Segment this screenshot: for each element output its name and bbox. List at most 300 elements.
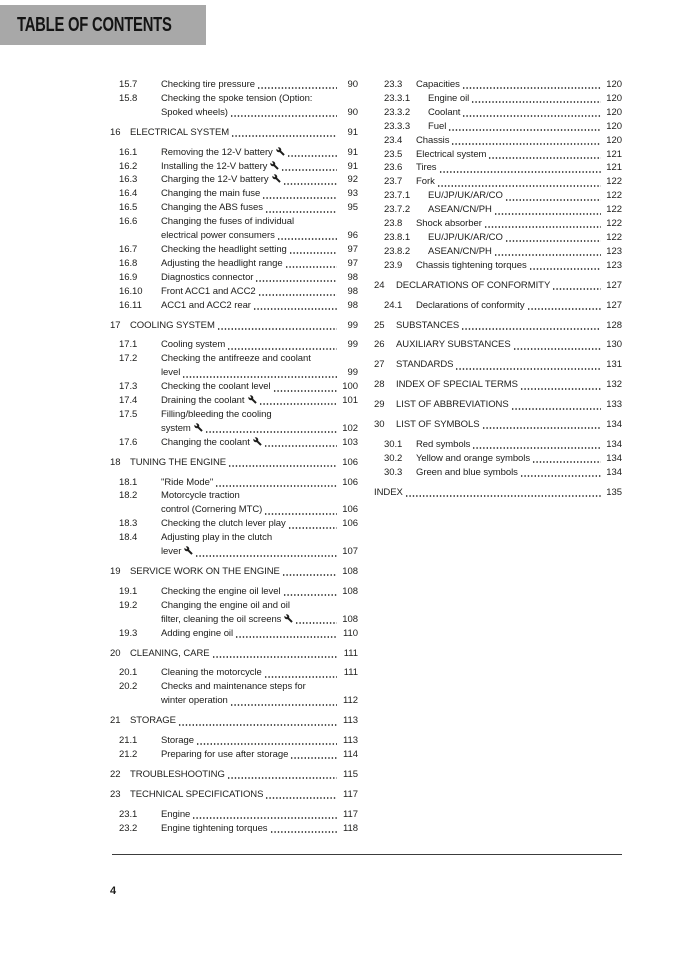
entry-page-number: 108 xyxy=(342,585,358,597)
entry-title: Checking the coolant level xyxy=(161,381,271,393)
toc-entry-29 xyxy=(374,398,622,412)
dot-leader xyxy=(235,636,337,638)
toc-entry-16.6 xyxy=(110,215,358,243)
entry-last-line xyxy=(396,338,622,352)
entry-last-line xyxy=(161,585,358,599)
toc-entry-17 xyxy=(110,319,358,333)
entry-page-number: 128 xyxy=(606,319,622,331)
dot-leader xyxy=(448,129,601,131)
entry-page-number: 98 xyxy=(347,271,358,283)
entry-title: EU/JP/UK/AR/CO xyxy=(428,231,503,243)
dot-leader xyxy=(461,328,601,330)
toc-entry-24.1 xyxy=(374,299,622,313)
entry-page-number: 108 xyxy=(342,613,358,625)
entry-last-line xyxy=(161,366,358,380)
entry-body xyxy=(161,285,358,299)
dot-leader xyxy=(230,115,337,117)
entry-number: 23.1 xyxy=(119,808,138,820)
entry-title: Shock absorber xyxy=(416,218,482,230)
wrench-icon xyxy=(248,395,257,404)
entry-number: 24 xyxy=(374,279,385,291)
entry-title: AUXILIARY SUBSTANCES xyxy=(396,339,511,351)
dot-leader xyxy=(482,427,601,429)
entry-title: Engine tightening torques xyxy=(161,822,268,834)
dot-leader xyxy=(264,676,337,678)
toc-entry-30.2 xyxy=(374,452,622,466)
entry-last-line xyxy=(416,259,622,273)
toc-entry-16.9 xyxy=(110,271,358,285)
dot-leader xyxy=(405,495,601,497)
entry-title: SERVICE WORK ON THE ENGINE xyxy=(130,566,280,577)
entry-last-line xyxy=(428,245,622,259)
toc-entry-17.1 xyxy=(110,338,358,352)
dot-leader xyxy=(283,594,338,596)
entry-last-line xyxy=(161,338,358,352)
entry-page-number: 99 xyxy=(347,319,358,331)
page-header-banner xyxy=(0,5,206,45)
entry-last-line xyxy=(161,808,358,822)
entry-title: Yellow and orange symbols xyxy=(416,452,531,464)
entry-title-line: Changing the fuses of individual xyxy=(161,216,295,228)
entry-body xyxy=(161,436,358,450)
entry-title: electrical power consumers xyxy=(161,230,275,242)
entry-title: STANDARDS xyxy=(396,359,454,371)
entry-last-line xyxy=(396,418,622,432)
entry-body xyxy=(161,748,358,762)
dot-leader xyxy=(472,447,601,449)
entry-last-line xyxy=(396,279,622,293)
entry-body xyxy=(428,106,622,120)
dot-leader xyxy=(520,388,601,390)
entry-last-line xyxy=(161,187,358,201)
entry-last-line xyxy=(416,78,622,92)
toc-entry-20.1 xyxy=(110,666,358,680)
entry-page-number: 90 xyxy=(347,106,358,118)
toc-entry-23.5 xyxy=(374,148,622,162)
dot-leader xyxy=(265,797,337,799)
entry-body xyxy=(161,599,358,627)
entry-number: 17.1 xyxy=(119,339,138,351)
entry-number: 23.3 xyxy=(384,79,403,90)
entry-number: 23.7.2 xyxy=(384,204,411,216)
toc-entry-15.8 xyxy=(110,92,358,120)
entry-page-number: 123 xyxy=(606,245,622,257)
entry-number: 21 xyxy=(110,715,121,727)
entry-number: 15.7 xyxy=(119,79,138,90)
entry-last-line xyxy=(161,201,358,215)
entry-number: 20 xyxy=(110,647,121,659)
entry-body xyxy=(130,565,358,579)
entry-title: Capacities xyxy=(416,79,460,90)
entry-last-line xyxy=(396,398,622,412)
dot-leader xyxy=(192,817,337,819)
toc-entry-18.3 xyxy=(110,517,358,531)
entry-page-number: 107 xyxy=(342,546,358,558)
dot-leader xyxy=(273,390,337,392)
entry-title: Diagnostics connector xyxy=(161,271,254,283)
entry-number: 16.9 xyxy=(119,271,138,283)
dot-leader xyxy=(505,240,601,242)
entry-title: EU/JP/UK/AR/CO xyxy=(428,190,503,202)
entry-last-line xyxy=(416,148,622,162)
entry-number: 21.1 xyxy=(119,735,138,747)
entry-title: Adding engine oil xyxy=(161,627,234,639)
dot-leader xyxy=(513,348,601,350)
entry-last-line xyxy=(374,486,622,500)
entry-page-number: 90 xyxy=(347,79,358,90)
entry-last-line xyxy=(130,565,358,579)
toc-entry-21.1 xyxy=(110,734,358,748)
dot-leader xyxy=(529,268,601,270)
entry-body xyxy=(130,768,358,782)
dot-leader xyxy=(505,199,601,201)
entry-last-line xyxy=(161,694,358,708)
entry-number: 18.4 xyxy=(119,532,138,544)
entry-number: 16.8 xyxy=(119,257,138,269)
toc-entry-23.8.2 xyxy=(374,245,622,259)
entry-last-line xyxy=(161,285,358,299)
entry-title-line: Adjusting play in the clutch xyxy=(161,532,273,544)
entry-title-line: Filling/bleeding the cooling xyxy=(161,408,272,420)
entry-number: 16.5 xyxy=(119,202,138,214)
toc-entry-16.3 xyxy=(110,173,358,187)
entry-last-line xyxy=(130,647,358,661)
entry-page-number: 106 xyxy=(342,518,358,530)
entry-number: 23.7 xyxy=(384,176,403,188)
dot-leader xyxy=(228,465,337,467)
entry-body xyxy=(161,201,358,215)
entry-last-line xyxy=(130,714,358,728)
entry-body xyxy=(416,78,622,92)
toc-entry-23.1 xyxy=(110,808,358,822)
entry-last-line xyxy=(428,189,622,203)
entry-body xyxy=(161,299,358,313)
entry-body xyxy=(416,452,622,466)
entry-title: control (Cornering MTC) xyxy=(161,504,263,516)
dot-leader xyxy=(264,513,337,515)
entry-title: TROUBLESHOOTING xyxy=(130,768,225,780)
toc-entry-16.8 xyxy=(110,257,358,271)
entry-last-line xyxy=(161,257,358,271)
toc-entry-17.5 xyxy=(110,408,358,436)
entry-last-line xyxy=(161,734,358,748)
entry-number: 20.2 xyxy=(119,681,138,693)
dot-leader xyxy=(265,211,337,213)
toc-entry-21 xyxy=(110,714,358,728)
dot-leader xyxy=(277,238,337,240)
entry-page-number: 101 xyxy=(342,395,358,407)
toc-entry-17.2 xyxy=(110,352,358,380)
toc-entry-23.9 xyxy=(374,259,622,273)
entry-title: Tires xyxy=(416,162,437,174)
toc-entry-16.1 xyxy=(110,146,358,160)
entry-title: Checking the engine oil level xyxy=(161,585,281,597)
entry-body xyxy=(428,203,622,217)
entry-page-number: 111 xyxy=(343,667,358,679)
dot-leader xyxy=(264,445,337,447)
entry-body xyxy=(161,489,358,517)
entry-number: 23.8 xyxy=(384,218,403,230)
toc-entry-20.2 xyxy=(110,680,358,708)
entry-page-number: 92 xyxy=(347,174,358,186)
entry-number: 19.3 xyxy=(119,627,138,639)
entry-title: winter operation xyxy=(161,695,228,707)
entry-body xyxy=(130,714,358,728)
wrench-icon xyxy=(270,161,279,170)
entry-title: Coolant xyxy=(428,106,461,118)
entry-title: lever xyxy=(161,545,193,559)
entry-body xyxy=(416,161,622,175)
dot-leader xyxy=(290,757,337,759)
entry-page-number: 108 xyxy=(342,566,358,577)
entry-number: 23.9 xyxy=(384,259,403,271)
entry-number: 17.6 xyxy=(119,436,138,448)
dot-leader xyxy=(195,555,337,557)
entry-last-line xyxy=(130,768,358,782)
entry-page-number: 103 xyxy=(342,436,358,448)
entry-last-line xyxy=(161,503,358,517)
entry-number: 18.1 xyxy=(119,476,138,488)
entry-page-number: 122 xyxy=(606,204,622,216)
entry-title: Checking the clutch lever play xyxy=(161,518,286,530)
toc-entry-16.5 xyxy=(110,201,358,215)
toc-entry-30 xyxy=(374,418,622,432)
entry-number: 23.3.1 xyxy=(384,92,411,104)
entry-title: system xyxy=(161,422,203,436)
entry-last-line xyxy=(428,120,622,134)
entry-page-number: 91 xyxy=(347,126,358,138)
dot-leader xyxy=(215,485,337,487)
entry-page-number: 113 xyxy=(343,735,358,747)
entry-body xyxy=(428,189,622,203)
entry-title: Changing the main fuse xyxy=(161,188,261,200)
entry-page-number: 97 xyxy=(347,257,358,269)
toc-entry-23.3.3 xyxy=(374,120,622,134)
entry-number: 16.4 xyxy=(119,188,138,200)
toc-entry-17.4 xyxy=(110,394,358,408)
entry-title: Fuel xyxy=(428,120,447,132)
page-title: TABLE OF CONTENTS xyxy=(17,13,172,36)
dot-leader xyxy=(182,376,337,378)
dot-leader xyxy=(289,252,337,254)
toc-entry-16 xyxy=(110,126,358,140)
entry-number: 16.3 xyxy=(119,174,138,186)
entry-last-line xyxy=(161,299,358,313)
entry-last-line xyxy=(161,146,358,160)
entry-page-number: 114 xyxy=(343,748,358,760)
dot-leader xyxy=(288,527,337,529)
toc-entry-19.1 xyxy=(110,585,358,599)
entry-last-line xyxy=(161,78,358,92)
entry-last-line xyxy=(416,134,622,148)
entry-title: Chassis xyxy=(416,134,450,146)
entry-page-number: 134 xyxy=(606,466,622,478)
entry-title: Cleaning the motorcycle xyxy=(161,667,262,679)
entry-number: 16.7 xyxy=(119,243,138,255)
entry-number: 23.4 xyxy=(384,134,403,146)
entry-title: Engine xyxy=(161,808,191,820)
entry-body xyxy=(161,257,358,271)
entry-body xyxy=(374,486,622,500)
dot-leader xyxy=(494,254,601,256)
entry-page-number: 127 xyxy=(606,299,622,311)
entry-title: filter, cleaning the oil screens xyxy=(161,613,293,627)
entry-title: ASEAN/CN/PH xyxy=(428,204,492,216)
entry-body xyxy=(396,358,622,372)
entry-number: 23.7.1 xyxy=(384,190,411,202)
entry-page-number: 102 xyxy=(342,422,358,434)
toc-entry-17.6 xyxy=(110,436,358,450)
entry-title: Cooling system xyxy=(161,339,226,351)
entry-title: TECHNICAL SPECIFICATIONS xyxy=(130,788,264,800)
entry-last-line xyxy=(161,422,358,436)
entry-last-line xyxy=(428,92,622,106)
toc-entry-18.4 xyxy=(110,531,358,559)
entry-body xyxy=(161,338,358,352)
entry-body xyxy=(416,175,622,189)
entry-last-line xyxy=(161,394,358,408)
entry-title: Removing the 12-V battery xyxy=(161,146,285,160)
entry-title: DECLARATIONS OF CONFORMITY xyxy=(396,279,551,291)
entry-number: 16.1 xyxy=(119,146,138,158)
entry-title: ACC1 and ACC2 rear xyxy=(161,299,251,311)
entry-title-line: Checking the spoke tension (Option: xyxy=(161,92,313,104)
wrench-icon xyxy=(184,546,193,555)
entry-number: 15.8 xyxy=(119,92,138,104)
entry-last-line xyxy=(396,358,622,372)
entry-page-number: 115 xyxy=(343,768,358,780)
dot-leader xyxy=(437,185,601,187)
entry-page-number: 130 xyxy=(606,339,622,351)
entry-title: Fork xyxy=(416,176,435,188)
toc-entry-26 xyxy=(374,338,622,352)
entry-title: SUBSTANCES xyxy=(396,319,460,331)
entry-title-line: Changing the engine oil and oil xyxy=(161,599,290,611)
dot-leader xyxy=(178,724,337,726)
entry-body xyxy=(161,476,358,490)
entry-page-number: 133 xyxy=(606,399,622,411)
dot-leader xyxy=(270,831,338,833)
entry-title: ASEAN/CN/PH xyxy=(428,245,492,257)
entry-body xyxy=(161,666,358,680)
entry-title-line: Motorcycle traction xyxy=(161,490,240,502)
dot-leader xyxy=(285,266,337,268)
entry-title: Changing the ABS fuses xyxy=(161,202,263,214)
entry-page-number: 91 xyxy=(347,160,358,172)
entry-number: 16.11 xyxy=(119,299,142,311)
toc-entry-23.3 xyxy=(374,78,622,92)
entry-body xyxy=(130,456,358,470)
entry-number: 30.3 xyxy=(384,466,403,478)
entry-body xyxy=(416,134,622,148)
entry-page-number: 97 xyxy=(347,243,358,255)
entry-body xyxy=(161,146,358,160)
entry-title: Preparing for use after storage xyxy=(161,748,289,760)
entry-body xyxy=(161,92,358,120)
dot-leader xyxy=(552,288,601,290)
entry-page-number: 132 xyxy=(606,379,622,391)
dot-leader xyxy=(439,171,601,173)
toc-entry-28 xyxy=(374,378,622,392)
dot-leader xyxy=(295,622,337,624)
dot-leader xyxy=(511,408,601,410)
toc-entry-23.7.1 xyxy=(374,189,622,203)
entry-title: Electrical system xyxy=(416,148,487,160)
entry-number: 18 xyxy=(110,456,121,468)
entry-number: 23.5 xyxy=(384,148,403,160)
dot-leader xyxy=(230,704,337,706)
dot-leader xyxy=(196,743,337,745)
dot-leader xyxy=(471,101,601,103)
toc-entry-23.8.1 xyxy=(374,231,622,245)
entry-body xyxy=(130,788,358,802)
entry-body xyxy=(428,120,622,134)
entry-number: 30 xyxy=(374,419,385,431)
entry-last-line xyxy=(130,319,358,333)
entry-last-line xyxy=(161,545,358,559)
dot-leader xyxy=(282,574,337,576)
entry-last-line xyxy=(416,452,622,466)
entry-body xyxy=(416,148,622,162)
dot-leader xyxy=(231,135,337,137)
entry-title: INDEX xyxy=(374,486,403,498)
entry-number: 30.2 xyxy=(384,452,403,464)
entry-last-line xyxy=(161,627,358,641)
wrench-icon xyxy=(253,437,262,446)
page-number: 4 xyxy=(110,885,117,897)
toc-entry-23.3.1 xyxy=(374,92,622,106)
entry-page-number: 120 xyxy=(606,79,622,90)
entry-body xyxy=(161,531,358,559)
entry-last-line xyxy=(416,217,622,231)
entry-last-line xyxy=(161,229,358,243)
wrench-icon xyxy=(276,147,285,156)
entry-title: Chassis tightening torques xyxy=(416,259,527,271)
footer-rule xyxy=(112,854,622,855)
entry-page-number: 96 xyxy=(347,230,358,242)
entry-body xyxy=(161,271,358,285)
entry-number: 21.2 xyxy=(119,748,138,760)
entry-last-line xyxy=(428,203,622,217)
entry-page-number: 111 xyxy=(343,647,358,659)
wrench-icon xyxy=(194,423,203,432)
entry-last-line xyxy=(428,106,622,120)
entry-body xyxy=(161,78,358,92)
entry-title: Engine oil xyxy=(428,92,470,104)
entry-body xyxy=(161,243,358,257)
toc-column-right xyxy=(374,78,622,506)
entry-number: 26 xyxy=(374,339,385,351)
entry-last-line xyxy=(161,436,358,450)
toc-entry-23.2 xyxy=(110,822,358,836)
entry-page-number: 99 xyxy=(347,367,358,379)
entry-last-line xyxy=(161,106,358,120)
entry-body xyxy=(396,338,622,352)
entry-title: Spoked wheels) xyxy=(161,106,228,118)
toc-entry-16.2 xyxy=(110,160,358,174)
entry-title: LIST OF SYMBOLS xyxy=(396,419,480,431)
toc-entry-19.2 xyxy=(110,599,358,627)
toc-entry-21.2 xyxy=(110,748,358,762)
entry-title: ELECTRICAL SYSTEM xyxy=(130,126,230,138)
toc-entry-30.1 xyxy=(374,438,622,452)
toc-entry-25 xyxy=(374,319,622,333)
dot-leader xyxy=(527,308,601,310)
entry-body xyxy=(161,408,358,436)
entry-page-number: 120 xyxy=(606,134,622,146)
entry-page-number: 122 xyxy=(606,190,622,202)
toc-entry-19.3 xyxy=(110,627,358,641)
